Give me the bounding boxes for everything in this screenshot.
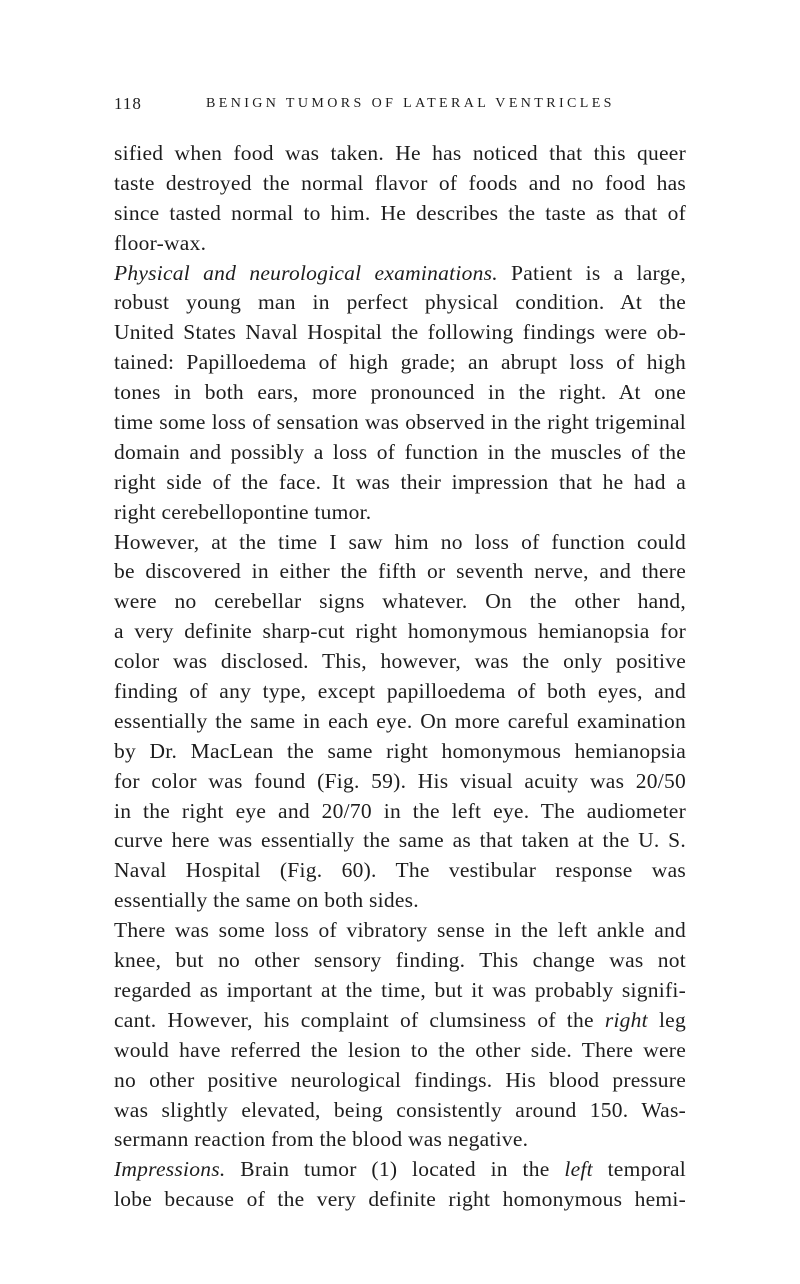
- text-line: sified when food was taken. He has noticed that this queer: [114, 141, 686, 165]
- text-line: [114, 259, 686, 289]
- running-head: [114, 94, 674, 118]
- section-heading: Physical and neurological examinations.: [114, 260, 498, 285]
- text-line: regarded as important at the time, but it was probably signifi-: [114, 977, 686, 1002]
- text-line: tained: Papilloedema of high grade; an abrupt loss of high: [114, 350, 686, 375]
- text-line: robust young man in perfect physical condition. At the: [114, 290, 686, 315]
- text-line: would have referred the lesion to the other side. There were: [114, 1037, 686, 1062]
- text-line: floor-wax.: [114, 230, 207, 255]
- text-line: There was some loss of vibratory sense in the left ankle and: [114, 918, 686, 943]
- text-fragment: leg: [647, 1007, 686, 1032]
- text-line: for color was found (Fig. 59). His visual acuity was 20/50: [114, 768, 686, 793]
- text-line: However, at the time I saw him no loss of function could: [114, 529, 686, 554]
- text-line: a very definite sharp-cut right homonymous hemianopsia for: [114, 619, 686, 644]
- text-fragment: cant. However, his complaint of clumsiness of the: [114, 1007, 605, 1032]
- text-line: since tasted normal to him. He describes the taste as that of: [114, 200, 686, 225]
- text-line: right cerebellopontine tumor.: [114, 499, 372, 524]
- section-heading: Impressions.: [114, 1157, 226, 1182]
- running-title: BENIGN TUMORS OF LATERAL VENTRICLES: [206, 96, 615, 111]
- text-line: were no cerebellar signs whatever. On the other hand,: [114, 589, 686, 614]
- text-line: be discovered in either the fifth or seventh nerve, and there: [114, 559, 686, 584]
- paragraph: [114, 916, 686, 1155]
- text-line: knee, but no other sensory finding. This change was not: [114, 948, 686, 973]
- text-line: in the right eye and 20/70 in the left eye. The audiometer: [114, 798, 686, 823]
- page-number: 118: [114, 94, 142, 113]
- text-line: taste destroyed the normal flavor of foods and no food has: [114, 170, 686, 195]
- italic-word: left: [564, 1157, 593, 1182]
- paragraph: [114, 139, 686, 259]
- text-fragment: Brain tumor (1) located in the: [225, 1157, 565, 1182]
- paragraph: [114, 1155, 686, 1215]
- text-line: curve here was essentially the same as that taken at the U. S.: [114, 828, 686, 853]
- text-line: essentially the same in each eye. On more careful examination: [114, 708, 686, 733]
- text-line: Naval Hospital (Fig. 60). The vestibular response was: [114, 858, 686, 883]
- text-line: color was disclosed. This, however, was the only positive: [114, 649, 686, 674]
- text-line: was slightly elevated, being consistently around 150. Was-: [114, 1097, 686, 1122]
- text-line: finding of any type, except papilloedema of both eyes, and: [114, 679, 686, 704]
- text-line: [114, 1006, 686, 1036]
- paragraph: [114, 528, 686, 917]
- text-line: right side of the face. It was their impression that he had a: [114, 469, 686, 494]
- text-line: no other positive neurological findings. His blood pressure: [114, 1067, 686, 1092]
- paragraph: [114, 259, 686, 528]
- text-line: essentially the same on both sides.: [114, 888, 419, 913]
- text-line: [114, 1155, 686, 1185]
- body-text: [114, 139, 686, 1215]
- text-line: domain and possibly a loss of function in the muscles of the: [114, 439, 686, 464]
- text-line: sermann reaction from the blood was negative.: [114, 1127, 529, 1152]
- text-line: United States Naval Hospital the following findings were ob-: [114, 320, 686, 345]
- text-line: by Dr. MacLean the same right homonymous hemianopsia: [114, 738, 686, 763]
- text-line: lobe because of the very definite right homonymous hemi-: [114, 1187, 686, 1212]
- text-line: tones in both ears, more pronounced in the right. At one: [114, 380, 686, 405]
- text-fragment: Patient is a large,: [497, 260, 686, 285]
- text-line: time some loss of sensation was observed in the right trigeminal: [114, 410, 686, 435]
- text-fragment: temporal: [592, 1157, 686, 1182]
- italic-word: right: [604, 1007, 648, 1032]
